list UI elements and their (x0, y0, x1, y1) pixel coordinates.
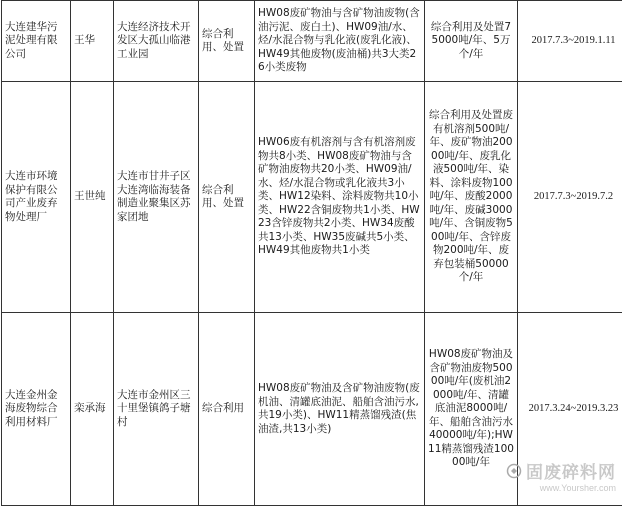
waste-category-cell: HW08废矿物油与含矿物油废物(含油污泥、废白土)、HW09油/水、烃/水混合物与乳化液(废乳化液)、HW49其他废物(废油桶)共3大类26小类废物 (255, 1, 425, 82)
validity-cell: 2017.7.3~2019.1.11 (518, 1, 622, 82)
legal-rep-cell: 王华 (71, 1, 114, 82)
legal-rep-cell: 栾承海 (71, 313, 114, 506)
mode-cell: 综合利用、处置 (199, 1, 255, 82)
site-watermark (506, 458, 616, 493)
mode-cell: 综合利用 (199, 313, 255, 506)
watermark-url: www.Yoursher.com (506, 483, 616, 493)
validity-cell: 2017.3.24~2019.3.23 (518, 313, 622, 506)
address-cell: 大连经济技术开发区大孤山临港工业园 (114, 1, 199, 82)
scale-cell: 综合利用及处置75000吨/年、5万个/年 (425, 1, 518, 82)
company-cell: 大连金州金海废物综合利用材料厂 (2, 313, 71, 506)
validity-cell: 2017.7.3~2019.7.2 (518, 82, 622, 313)
company-cell: 大连市环境保护有限公司产业废弃物处理厂 (2, 82, 71, 313)
scale-cell: HW08废矿物油及含矿物油废物50000吨/年(废机油2000吨/年、清罐底油泥8000吨/年、船舶含油污水40000吨/年);HW11精蒸馏残渣10000吨/年 (425, 313, 518, 506)
legal-rep-cell: 王世纯 (71, 82, 114, 313)
watermark-logo-icon (506, 463, 522, 479)
table-row (2, 82, 622, 313)
company-cell: 大连建华污泥处理有限公司 (2, 1, 71, 82)
watermark-text: 固废碎料网 (526, 458, 616, 483)
mode-cell: 综合利用、处置 (199, 82, 255, 313)
address-cell: 大连市金州区三十里堡镇鸽子塘村 (114, 313, 199, 506)
table-row (2, 1, 622, 82)
waste-category-cell: HW08废矿物油及含矿物油废物(废机油、清罐底油泥、船舶含油污水,共19小类)、HW11精蒸馏残渣(焦油渣,共13小类) (255, 313, 425, 506)
waste-category-cell: HW06废有机溶剂与含有机溶剂废物共8小类、HW08废矿物油与含矿物油废物共20小类、HW09油/水、烃/水混合物或乳化液共3小类、HW12染料、涂料废物共10小类、HW22含铜废物共1小类、HW23含锌废物共2小类、HW34废酸共13小类、HW35废碱共5小类、HW49其他废物共1小类 (255, 82, 425, 313)
scale-cell: 综合利用及处置废有机溶剂500吨/年、废矿物油20000吨/年、废乳化液500吨/年、染料、涂料废物100吨/年、废酸2000吨/年、废碱3000吨/年、含铜废物500吨/年、含锌废物200吨/年、废弃包装桶50000个/年 (425, 82, 518, 313)
permit-table (1, 0, 622, 506)
address-cell: 大连市甘井子区大连湾临海装备制造业聚集区苏家团地 (114, 82, 199, 313)
